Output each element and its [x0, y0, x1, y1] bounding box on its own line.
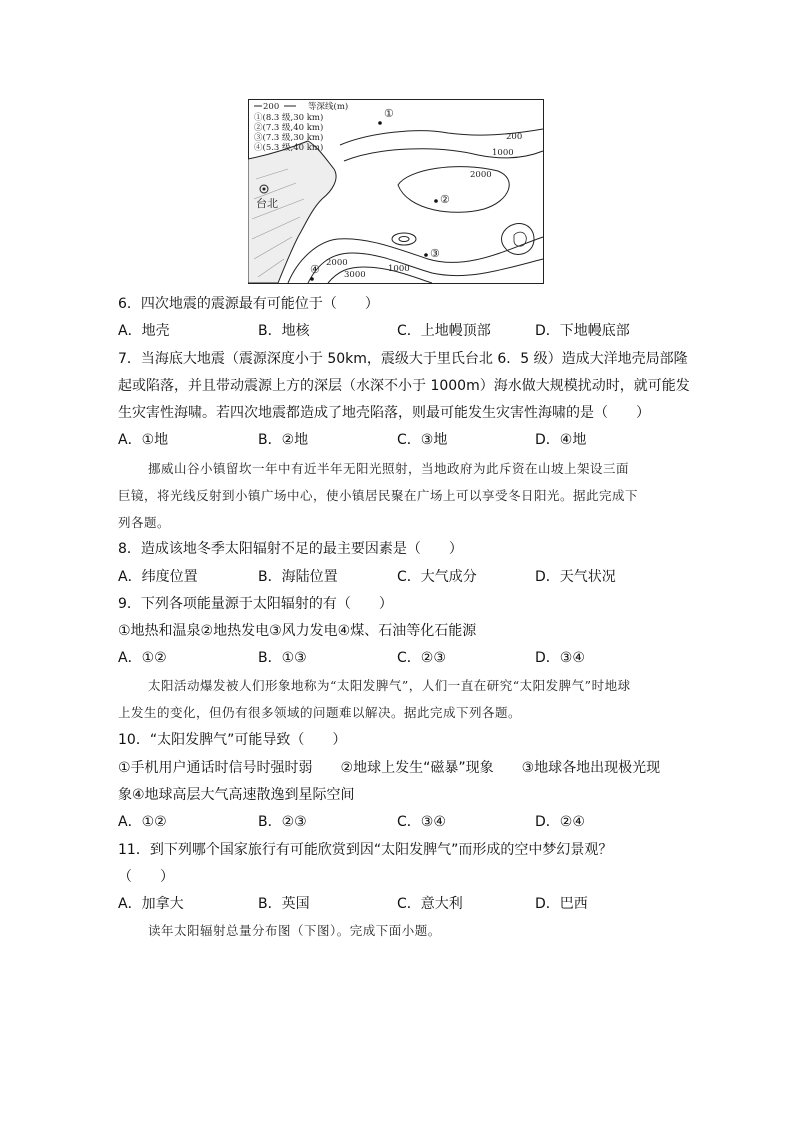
material-3-line-1: 读年太阳辐射总量分布图（下图）。完成下面小题。: [148, 923, 441, 938]
q9-option-b: B．①③: [258, 650, 307, 666]
q7-option-a: A．①地: [118, 432, 169, 448]
q11-option-c: C．意大利: [397, 896, 463, 912]
q10-stem: 10．“太阳发脾气”可能导致（ ）: [118, 732, 347, 748]
point-label-3: ③: [430, 247, 440, 260]
contour-label-2000-a: 2000: [470, 170, 492, 180]
point-label-1: ①: [384, 107, 394, 120]
q6-stem: 6．四次地震的震源最有可能位于（ ）: [118, 296, 379, 312]
quake-point-3: [424, 253, 428, 257]
q10-items-line-2: 象④地球高层大气高速散逸到星际空间: [118, 787, 355, 803]
q7-line-2: 起或陷落，并且带动震源上方的深层（水深不小于 1000m）海水做大规模扰动时，就可能发: [118, 378, 690, 394]
q9-items: ①地热和温泉②地热发电③风力发电④煤、石油等化石能源: [118, 623, 477, 639]
legend-item-2: ②(7.3 级,40 km): [254, 123, 324, 133]
q7-option-c: C．③地: [397, 432, 448, 448]
q9-options: [118, 648, 678, 668]
quake-point-1: [378, 121, 382, 125]
q9-option-c: C．②③: [397, 650, 446, 666]
q6-option-d: D．下地幔底部: [535, 323, 630, 339]
legend-line-value: 200: [263, 102, 280, 112]
q8-option-d: D．天气状况: [535, 569, 616, 585]
q11-option-a: A．加拿大: [118, 896, 184, 912]
q10-option-c: C．③④: [397, 814, 446, 830]
q7-option-b: B．②地: [258, 432, 309, 448]
q11-option-b: B．英国: [258, 896, 310, 912]
legend-title: 等深线(m): [308, 102, 349, 112]
legend-item-3: ③(7.3 级,30 km): [254, 133, 324, 143]
q6-option-b: B．地核: [258, 323, 310, 339]
point-label-4: ④: [310, 263, 320, 276]
contour-label-200: 200: [506, 132, 523, 142]
material-2-line-2: 上发生的变化，但仍有很多领域的问题难以解决。据此完成下列各题。: [118, 705, 522, 720]
city-label: 台北: [256, 197, 278, 210]
q10-option-a: A．①②: [118, 814, 167, 830]
q7-options: [118, 430, 678, 450]
earthquake-contour-map: [248, 99, 544, 284]
contour-label-1000: 1000: [492, 148, 514, 158]
contour-label-1000-b: 1000: [388, 264, 410, 274]
q10-options: [118, 812, 678, 832]
q11-options: [118, 894, 678, 914]
q10-items-line-1: ①手机用户通话时信号时强时弱 ②地球上发生“磁暴”现象 ③地球各地出现极光现: [118, 760, 661, 776]
q9-option-d: D．③④: [535, 650, 585, 666]
q8-option-a: A．纬度位置: [118, 569, 198, 585]
q10-option-d: D．②④: [535, 814, 585, 830]
q9-option-a: A．①②: [118, 650, 167, 666]
legend-item-1: ①(8.3 级,30 km): [254, 113, 324, 123]
material-1-line-2: 巨镜，将光线反射到小镇广场中心，使小镇居民聚在广场上可以享受冬日阳光。据此完成下: [118, 488, 639, 503]
q6-options: [118, 321, 678, 341]
q6-option-c: C．上地幔顶部: [397, 323, 491, 339]
q8-stem: 8．造成该地冬季太阳辐射不足的最主要因素是（ ）: [118, 541, 463, 557]
q7-line-1: 7．当海底大地震（震源深度小于 50km，震级大于里氏台北 6．5 级）造成大洋地壳局部隆: [118, 351, 688, 367]
q9-stem: 9．下列各项能量源于太阳辐射的有（ ）: [118, 596, 393, 612]
q11-stem: 11．到下列哪个国家旅行有可能欣赏到因“太阳发脾气”而形成的空中梦幻景观？: [118, 842, 613, 858]
contour-label-2000-b: 2000: [326, 258, 348, 268]
q8-option-b: B．海陆位置: [258, 569, 338, 585]
material-1-line-3: 列各题。: [118, 515, 171, 530]
q10-option-b: B．②③: [258, 814, 307, 830]
material-1-line-1: 挪威山谷小镇留坎一年中有近半年无阳光照射，当地政府为此斥资在山坡上架设三面: [148, 461, 630, 476]
q8-option-c: C．大气成分: [397, 569, 477, 585]
material-2-line-1: 太阳活动爆发被人们形象地称为“太阳发脾气”，人们一直在研究“太阳发脾气”时地球: [148, 678, 631, 693]
quake-point-2: [434, 199, 438, 203]
q8-options: [118, 567, 678, 587]
q11-paren: （ ）: [118, 869, 174, 885]
legend-item-4: ④(5.3 级,40 km): [254, 143, 324, 153]
quake-point-4: [310, 277, 314, 281]
q7-option-d: D．④地: [535, 432, 587, 448]
q7-line-3: 生灾害性海啸。若四次地震都造成了地壳陷落，则最可能发生灾害性海啸的是（ ）: [118, 405, 650, 421]
point-label-2: ②: [440, 193, 450, 206]
q11-option-d: D．巴西: [535, 896, 588, 912]
q6-option-a: A．地壳: [118, 323, 170, 339]
contour-label-3000: 3000: [344, 270, 366, 280]
